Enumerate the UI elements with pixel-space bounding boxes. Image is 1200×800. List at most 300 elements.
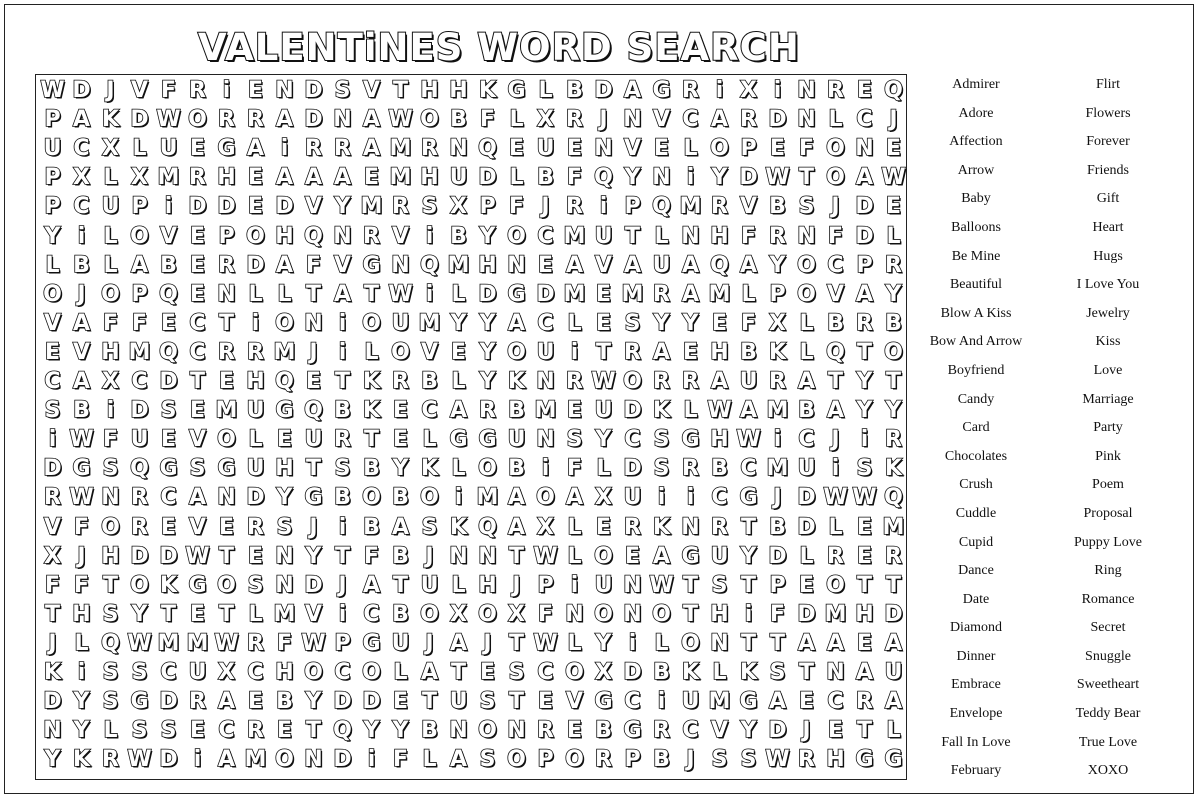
grid-letter: A: [275, 165, 294, 191]
grid-letter: K: [449, 514, 468, 540]
grid-letter: J: [77, 281, 86, 307]
grid-letter: E: [392, 427, 409, 453]
grid-letter: C: [827, 689, 844, 715]
grid-letter: R: [305, 136, 322, 162]
grid-letter: B: [595, 718, 612, 744]
grid-letter: C: [247, 660, 264, 685]
grid-letter: R: [537, 718, 554, 744]
grid-letter: A: [333, 281, 352, 307]
grid-letter: F: [102, 427, 119, 453]
grid-letter: i: [367, 747, 376, 773]
grid-letter: F: [392, 747, 409, 773]
grid-letter: T: [885, 572, 901, 598]
grid-letter: O: [217, 427, 236, 453]
grid-letter: V: [565, 689, 584, 715]
grid-letter: L: [103, 165, 118, 191]
grid-letter: C: [160, 660, 177, 685]
grid-letter: U: [594, 223, 613, 249]
grid-letter: A: [739, 252, 758, 278]
grid-letter: E: [827, 718, 844, 744]
grid-letter: D: [246, 485, 265, 511]
grid-letter: O: [420, 107, 439, 133]
grid-letter: i: [338, 339, 347, 365]
grid-letter: i: [106, 398, 115, 424]
grid-letter: O: [652, 601, 671, 627]
word-list-item: Bow And Arrow: [929, 334, 1023, 350]
grid-letter: U: [101, 194, 120, 220]
word-list-item: Pink: [1095, 448, 1121, 464]
grid-letter: E: [479, 660, 496, 685]
grid-letter: E: [711, 310, 728, 336]
grid-letter: C: [856, 107, 873, 133]
grid-letter: B: [73, 398, 90, 424]
grid-letter: i: [628, 630, 637, 656]
grid-letter: B: [566, 78, 583, 103]
word-list-item: Friends: [1087, 162, 1129, 178]
word-list-item: Sweetheart: [1076, 677, 1140, 693]
grid-letter: L: [741, 281, 756, 307]
grid-letter: B: [421, 369, 438, 394]
grid-letter: F: [769, 601, 786, 627]
grid-letter: J: [48, 630, 57, 656]
grid-letter: C: [44, 369, 61, 394]
grid-letter: F: [73, 514, 90, 540]
grid-letter: N: [478, 543, 497, 569]
grid-letter: Q: [884, 78, 903, 103]
grid-letter: O: [275, 310, 294, 336]
grid-letter: E: [247, 543, 264, 569]
grid-letter: Y: [450, 310, 467, 336]
grid-letter: W: [591, 369, 616, 394]
grid-letter: R: [392, 194, 409, 220]
grid-letter: V: [420, 339, 439, 365]
grid-letter: i: [773, 78, 782, 103]
grid-letter: H: [478, 572, 497, 598]
grid-letter: O: [478, 718, 497, 744]
grid-letter: J: [77, 543, 86, 569]
grid-letter: A: [681, 281, 700, 307]
grid-letter: L: [509, 165, 524, 191]
grid-letter: L: [103, 223, 118, 249]
grid-letter: T: [392, 78, 408, 103]
grid-letter: Y: [363, 718, 380, 744]
grid-letter: E: [653, 136, 670, 162]
grid-letter: E: [160, 427, 177, 453]
grid-letter: A: [797, 630, 816, 656]
word-list-item: Admirer: [952, 77, 1000, 92]
grid-letter: J: [309, 339, 318, 365]
word-list-item: Proposal: [1083, 505, 1133, 521]
grid-letter: T: [363, 281, 379, 307]
grid-letter: A: [884, 689, 903, 715]
grid-letter: W: [533, 543, 558, 569]
grid-letter: A: [246, 136, 265, 162]
grid-letter: Q: [478, 136, 497, 162]
grid-letter: O: [391, 339, 410, 365]
grid-letter: T: [450, 660, 466, 685]
grid-letter: A: [710, 369, 729, 394]
grid-letter: W: [69, 427, 94, 453]
grid-letter: S: [653, 427, 670, 453]
grid-letter: Q: [652, 194, 671, 220]
grid-letter: L: [248, 427, 263, 453]
grid-letter: G: [884, 747, 903, 773]
grid-letter: U: [304, 427, 323, 453]
grid-letter: G: [507, 281, 526, 307]
grid-letter: D: [797, 485, 816, 511]
grid-letter: D: [768, 107, 787, 133]
grid-letter: Y: [624, 165, 641, 191]
grid-letter: X: [102, 369, 119, 394]
grid-letter: N: [594, 136, 613, 162]
grid-letter: O: [246, 223, 265, 249]
grid-letter: O: [130, 572, 149, 598]
grid-letter: B: [334, 485, 351, 511]
grid-letter: B: [392, 485, 409, 511]
grid-letter: B: [276, 689, 293, 715]
grid-letter: H: [710, 223, 729, 249]
grid-letter: A: [623, 252, 642, 278]
grid-letter: W: [881, 165, 906, 191]
word-list-item: Affection: [949, 134, 1003, 150]
grid-letter: R: [131, 485, 148, 511]
grid-letter: M: [708, 281, 731, 307]
grid-letter: Y: [595, 630, 612, 656]
word-list-item: February: [950, 763, 1002, 779]
grid-letter: E: [798, 572, 815, 598]
grid-letter: T: [740, 630, 756, 656]
grid-letter: J: [106, 78, 115, 103]
word-list-item: Flowers: [1085, 105, 1131, 121]
grid-letter: Y: [479, 339, 496, 365]
grid-letter: D: [884, 601, 903, 627]
grid-letter: T: [740, 572, 756, 598]
grid-letter: Y: [740, 718, 757, 744]
grid-letter: H: [420, 165, 439, 191]
grid-letter: Q: [159, 339, 178, 365]
grid-letter: R: [218, 339, 235, 365]
grid-letter: C: [73, 136, 90, 162]
word-list-item: Adore: [958, 105, 994, 121]
grid-letter: A: [739, 398, 758, 424]
grid-letter: R: [653, 281, 670, 307]
grid-letter: Q: [594, 165, 613, 191]
grid-letter: P: [218, 223, 235, 249]
word-list-item: Snuggle: [1085, 648, 1131, 664]
grid-letter: A: [652, 543, 671, 569]
grid-letter: J: [338, 572, 347, 598]
grid-letter: E: [566, 136, 583, 162]
grid-letter: P: [131, 194, 148, 220]
page-title: VALENTiNES WORD SEARCH: [198, 26, 800, 69]
grid-letter: i: [541, 456, 550, 482]
grid-letter: X: [537, 514, 554, 540]
grid-letter: N: [333, 223, 352, 249]
grid-letter: O: [826, 572, 845, 598]
grid-letter: C: [537, 310, 554, 336]
grid-letter: Y: [479, 310, 496, 336]
grid-letter: i: [744, 601, 753, 627]
grid-letter: T: [102, 572, 118, 598]
grid-letter: Y: [392, 718, 409, 744]
grid-letter: V: [43, 514, 62, 540]
grid-letter: S: [769, 660, 786, 685]
grid-letter: R: [769, 369, 786, 394]
grid-letter: C: [798, 427, 815, 453]
grid-letter: D: [594, 78, 613, 103]
grid-letter: K: [43, 660, 62, 685]
grid-letter: L: [277, 281, 292, 307]
grid-letter: F: [566, 456, 583, 482]
grid-letter: O: [681, 630, 700, 656]
grid-letter: K: [159, 572, 178, 598]
grid-letter: P: [44, 107, 61, 133]
grid-letter: N: [217, 281, 236, 307]
grid-letter: L: [393, 660, 408, 685]
grid-letter: E: [189, 398, 206, 424]
grid-letter: J: [889, 107, 898, 133]
grid-letter: D: [333, 689, 352, 715]
grid-letter: V: [188, 427, 207, 453]
grid-letter: U: [594, 398, 613, 424]
grid-letter: M: [418, 310, 441, 336]
grid-letter: U: [391, 310, 410, 336]
word-list-item: Party: [1093, 420, 1123, 436]
grid-letter: G: [304, 485, 323, 511]
grid-letter: R: [131, 514, 148, 540]
grid-letter: J: [425, 630, 434, 656]
grid-letter: L: [103, 252, 118, 278]
grid-letter: G: [681, 427, 700, 453]
grid-letter: N: [536, 427, 555, 453]
grid-letter: M: [389, 136, 412, 162]
grid-letter: M: [186, 630, 209, 656]
grid-letter: N: [275, 78, 294, 103]
grid-letter: W: [388, 281, 413, 307]
grid-letter: T: [508, 689, 524, 715]
grid-letter: Y: [740, 543, 757, 569]
grid-letter: L: [567, 310, 582, 336]
grid-letter: V: [333, 252, 352, 278]
grid-letter: O: [884, 339, 903, 365]
grid-letter: N: [565, 601, 584, 627]
grid-letter: M: [534, 398, 557, 424]
grid-letter: T: [392, 572, 408, 598]
grid-letter: H: [478, 252, 497, 278]
grid-letter: Y: [392, 456, 409, 482]
grid-letter: N: [652, 165, 671, 191]
grid-letter: D: [159, 747, 178, 773]
grid-letter: D: [43, 456, 62, 482]
grid-letter: L: [567, 630, 582, 656]
grid-letter: C: [682, 718, 699, 744]
grid-letter: H: [710, 339, 729, 365]
word-list-item: Dance: [958, 563, 994, 579]
grid-letter: U: [681, 689, 700, 715]
grid-letter: H: [72, 601, 91, 627]
grid-letter: K: [739, 660, 758, 685]
grid-letter: D: [768, 543, 787, 569]
grid-letter: L: [799, 543, 814, 569]
grid-letter: R: [682, 456, 699, 482]
grid-letter: X: [73, 165, 90, 191]
grid-letter: A: [855, 165, 874, 191]
grid-letter: B: [711, 456, 728, 482]
grid-letter: C: [711, 485, 728, 511]
grid-letter: D: [478, 281, 497, 307]
grid-letter: Y: [885, 281, 902, 307]
grid-letter: N: [449, 136, 468, 162]
grid-letter: T: [305, 456, 321, 482]
grid-letter: A: [623, 78, 642, 103]
grid-letter: A: [72, 369, 91, 394]
grid-letter: E: [247, 689, 264, 715]
grid-letter: K: [507, 369, 526, 394]
grid-letter: A: [565, 252, 584, 278]
grid-letter: G: [449, 427, 468, 453]
grid-letter: R: [885, 543, 902, 569]
grid-letter: R: [711, 514, 728, 540]
grid-letter: D: [130, 398, 149, 424]
grid-letter: Y: [44, 223, 61, 249]
grid-letter: X: [218, 660, 235, 685]
grid-letter: A: [826, 398, 845, 424]
grid-letter: A: [391, 514, 410, 540]
grid-letter: H: [710, 601, 729, 627]
grid-letter: i: [657, 689, 666, 715]
grid-letter: X: [508, 601, 525, 627]
grid-letter: N: [826, 660, 845, 685]
grid-letter: T: [421, 689, 437, 715]
grid-letter: U: [449, 689, 468, 715]
grid-letter: W: [388, 107, 413, 133]
word-list-item: XOXO: [1087, 763, 1129, 779]
grid-letter: T: [798, 165, 814, 191]
grid-letter: D: [333, 747, 352, 773]
grid-letter: T: [798, 660, 814, 685]
grid-letter: R: [566, 194, 583, 220]
grid-letter: R: [247, 514, 264, 540]
grid-letter: F: [537, 601, 554, 627]
grid-letter: U: [391, 630, 410, 656]
grid-letter: L: [422, 427, 437, 453]
grid-letter: J: [541, 194, 550, 220]
grid-letter: C: [73, 194, 90, 220]
grid-letter: L: [654, 223, 669, 249]
grid-letter: L: [828, 107, 843, 133]
grid-letter: F: [479, 107, 496, 133]
word-list-item: Envelope: [949, 706, 1003, 722]
grid-letter: Q: [304, 398, 323, 424]
grid-letter: E: [537, 252, 554, 278]
grid-letter: K: [652, 514, 671, 540]
grid-letter: D: [304, 78, 323, 103]
grid-letter: H: [275, 456, 294, 482]
grid-letter: S: [247, 572, 264, 598]
grid-letter: J: [512, 572, 521, 598]
grid-letter: W: [533, 630, 558, 656]
grid-letter: K: [652, 398, 671, 424]
grid-letter: F: [740, 223, 757, 249]
grid-letter: U: [594, 572, 613, 598]
word-list-item: Chocolates: [944, 448, 1008, 464]
grid-letter: R: [827, 543, 844, 569]
grid-letter: A: [449, 630, 468, 656]
grid-letter: M: [360, 194, 383, 220]
grid-letter: E: [189, 281, 206, 307]
grid-letter: i: [222, 78, 231, 103]
grid-letter: E: [508, 136, 525, 162]
grid-letter: M: [621, 281, 644, 307]
grid-letter: i: [454, 485, 463, 511]
grid-letter: i: [251, 310, 260, 336]
grid-letter: C: [537, 223, 554, 249]
grid-letter: S: [508, 660, 525, 685]
grid-letter: O: [101, 514, 120, 540]
grid-letter: i: [715, 78, 724, 103]
grid-letter: W: [765, 165, 790, 191]
grid-letter: L: [596, 456, 611, 482]
grid-letter: E: [566, 718, 583, 744]
grid-letter: D: [159, 543, 178, 569]
grid-letter: W: [156, 107, 181, 133]
grid-letter: T: [856, 572, 872, 598]
grid-letter: K: [768, 339, 787, 365]
grid-letter: Y: [856, 398, 873, 424]
grid-letter: V: [304, 601, 323, 627]
grid-letter: i: [164, 194, 173, 220]
word-list-item: Boyfriend: [947, 362, 1005, 378]
grid-letter: Y: [44, 747, 61, 773]
grid-letter: D: [217, 194, 236, 220]
grid-letter: Y: [856, 369, 873, 394]
grid-letter: D: [623, 660, 642, 685]
grid-letter: N: [304, 747, 323, 773]
grid-letter: S: [566, 427, 583, 453]
grid-letter: E: [189, 601, 206, 627]
grid-letter: P: [769, 281, 786, 307]
grid-letter: H: [217, 165, 236, 191]
grid-letter: R: [247, 107, 264, 133]
grid-letter: S: [421, 514, 438, 540]
grid-letter: T: [508, 630, 524, 656]
grid-letter: N: [275, 572, 294, 598]
grid-letter: O: [536, 485, 555, 511]
grid-letter: D: [855, 223, 874, 249]
grid-letter: E: [276, 718, 293, 744]
grid-letter: L: [683, 398, 698, 424]
word-list-item: Dinner: [956, 648, 996, 664]
grid-letter: A: [304, 165, 323, 191]
grid-letter: M: [215, 398, 238, 424]
grid-letter: E: [624, 543, 641, 569]
grid-letter: N: [333, 107, 352, 133]
grid-letter: A: [275, 107, 294, 133]
grid-letter: R: [566, 369, 583, 394]
grid-letter: U: [710, 543, 729, 569]
grid-letter: U: [246, 398, 265, 424]
grid-letter: B: [392, 601, 409, 627]
grid-letter: X: [102, 136, 119, 162]
grid-letter: N: [797, 107, 816, 133]
grid-letter: Y: [595, 427, 612, 453]
grid-letter: B: [73, 252, 90, 278]
grid-letter: S: [653, 456, 670, 482]
grid-letter: R: [624, 339, 641, 365]
grid-letter: T: [827, 369, 843, 394]
grid-letter: F: [73, 572, 90, 598]
grid-letter: M: [157, 630, 180, 656]
